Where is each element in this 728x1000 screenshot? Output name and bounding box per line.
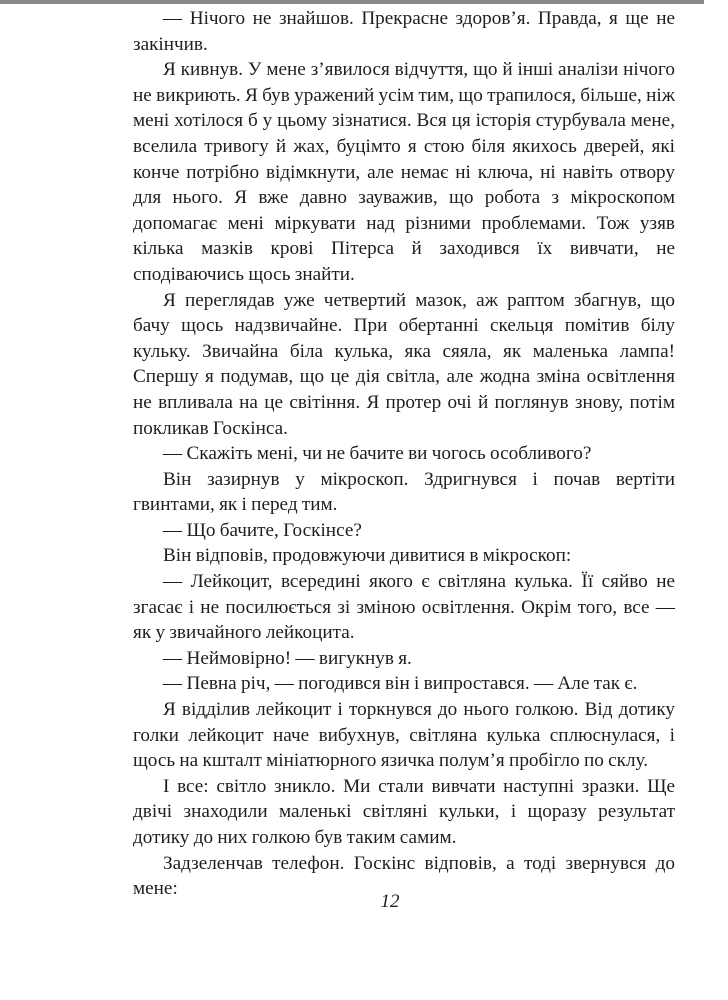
paragraph-8: — Лейкоцит, всередині якого є світляна кулька. Її сяйво не згасає і не посилюється зі зміною освітлення. Окрім того, все — як у звичайного лейкоцита.: [133, 571, 675, 644]
paragraph-3: Я переглядав уже четвертий мазок, аж раптом збагнув, що бачу щось надзвичайне. При обертанні скельця помітив білу кульку. Звичайна біла кулька, яка сяяла, як маленька лампа! Спершу я подумав, що це дія світла, але жодна зміна освітлення не впливала на це світіння. Я протер очі й поглянув знову, потім покликав Госкінса.: [133, 289, 675, 439]
top-edge-rule: [0, 0, 704, 4]
paragraph-11: Я відділив лейкоцит і торкнувся до нього голкою. Від дотику голки лейкоцит наче вибухнув, світляна кулька сплюснулася, і щось на кшталт мініатюрного язичка полум’я пробігло по склу.: [133, 699, 675, 772]
paragraph-6: — Що бачите, Госкінсе?: [163, 519, 362, 541]
paragraph-4: — Скажіть мені, чи не бачите ви чогось особливого?: [163, 443, 592, 465]
paragraph-5: Він зазирнув у мікроскоп. Здригнувся і почав вертіти гвинтами, як і перед тим.: [133, 468, 675, 516]
paragraph-2: Я кивнув. У мене з’явилося відчуття, що й інші аналізи нічого не викриють. Я був уражений усім тим, що трапилося, більше, ніж мені хотілося б у цьому зізнатися. Вся ця історія стурбувала мене, вселила тривогу й жах, буцімто я стою біля якихось дверей, які конче потрібно відімкнути, але немає ні ключа, ні навіть отвору для нього. Я вже давно зауважив, що робота з мікроскопом допомагає мені міркувати над різними проблемами. Тож узяв кілька мазків крові Пітерса й заходився їх вивчати, не сподіваючись щось знайти.: [133, 59, 675, 285]
paragraph-13: Задзеленчав телефон. Госкінс відповів, а тоді звернувся до мене:: [133, 852, 675, 900]
paragraph-9: — Неймовірно! — вигукнув я.: [163, 647, 412, 669]
paragraph-7: Він відповів, продовжуючи дивитися в мікроскоп:: [163, 545, 572, 567]
paragraph-12: І все: світло зникло. Ми стали вивчати наступні зразки. Ще двічі знаходили маленькі світляні кульки, і щоразу результат дотику до них голкою був таким самим.: [133, 775, 675, 848]
paragraph-10: — Певна річ, — погодився він і випростався. — Але так є.: [163, 673, 638, 695]
book-page-text: [133, 6, 675, 902]
page-number: 12: [380, 891, 400, 912]
paragraph-1: — Нічого не знайшов. Прекрасне здоров’я. Правда, я ще не закінчив.: [133, 8, 675, 55]
